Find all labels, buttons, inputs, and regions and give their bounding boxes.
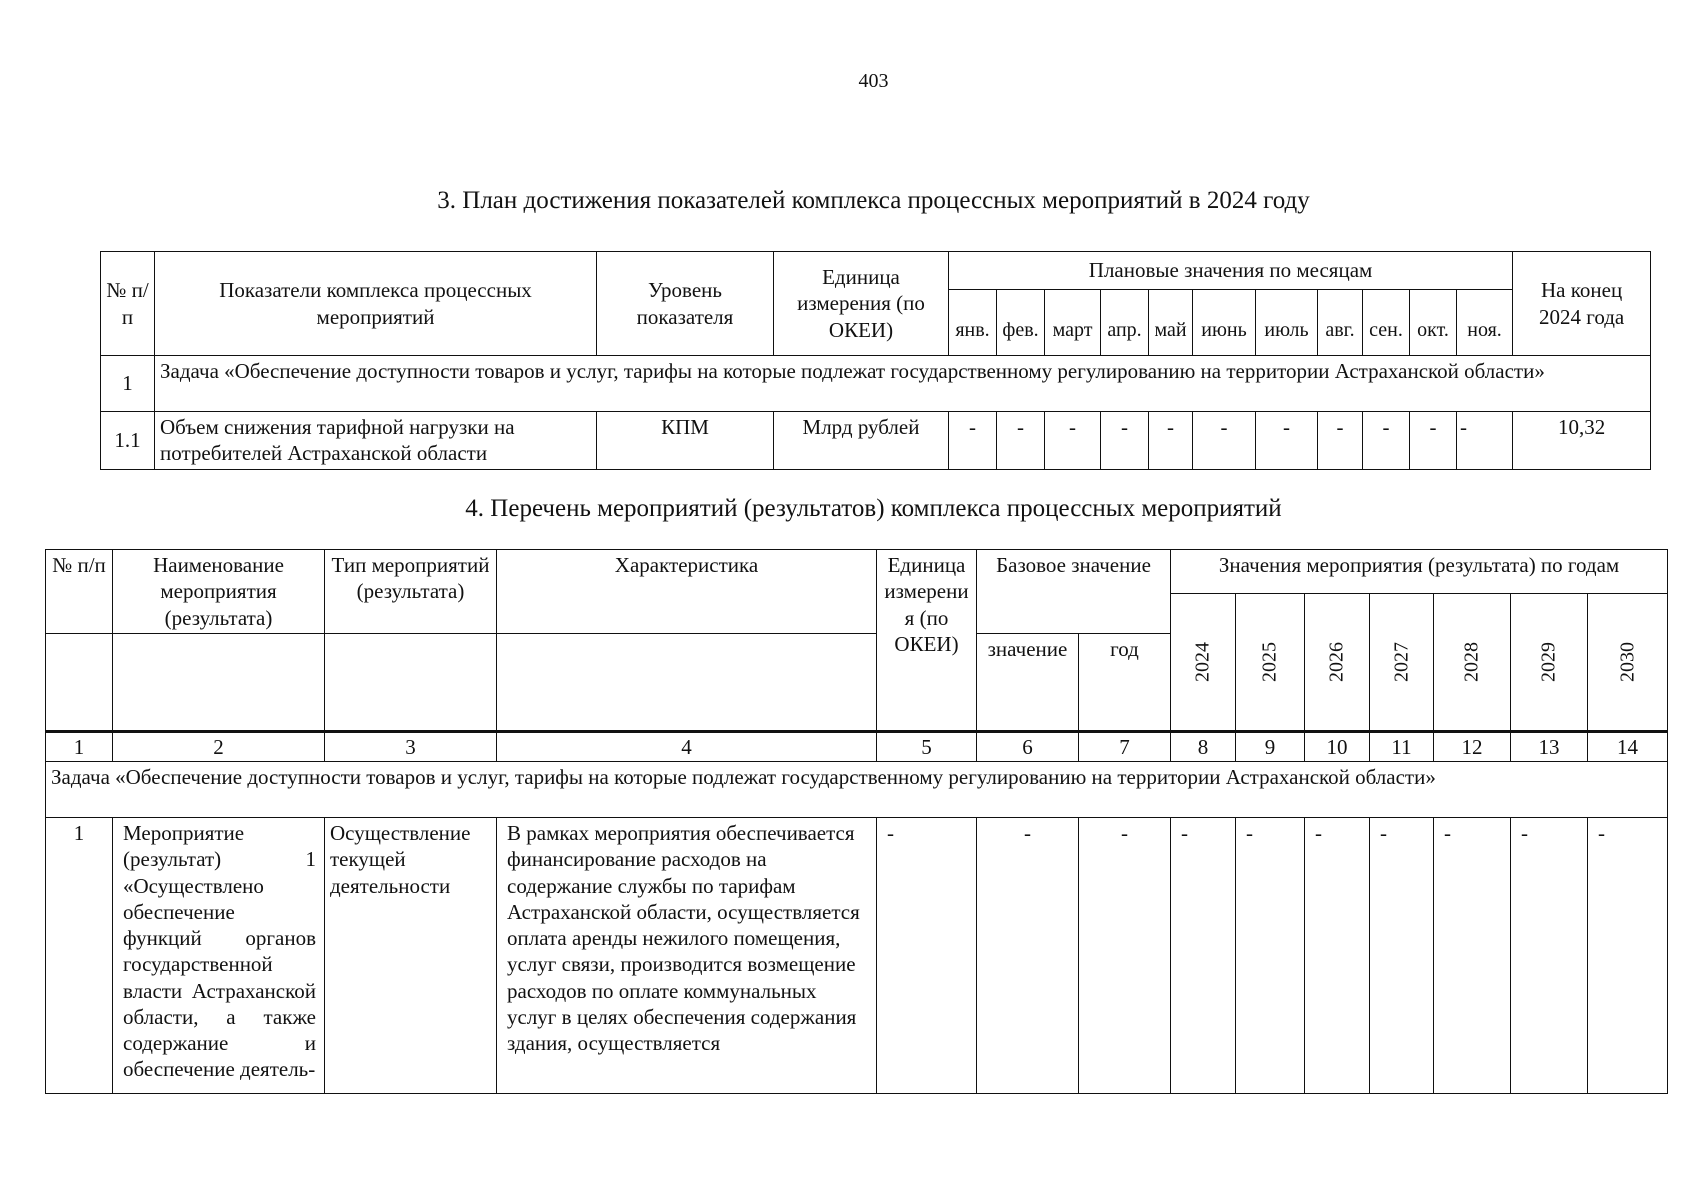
header-month-mar: март [1045,290,1101,356]
section-4-title: 4. Перечень мероприятий (результатов) комплекса процессных мероприятий [465,495,1282,522]
indicator-unit: Млрд рублей [774,412,949,470]
indicator-num: 1.1 [101,412,155,470]
column-number: 4 [497,731,877,761]
measure-unit-value: - [877,818,977,1094]
indicator-month-value: - [1318,412,1363,470]
column-number: 7 [1079,731,1171,761]
measures-table [45,549,1668,1094]
indicator-level: КПМ [597,412,774,470]
header-type-cont [325,633,497,731]
column-number: 9 [1236,731,1305,761]
indicators-plan-table [100,251,1651,470]
column-number: 1 [46,731,113,761]
measure-base-year: - [1079,818,1171,1094]
column-number: 11 [1370,731,1434,761]
measure-year-value: - [1588,818,1668,1094]
header-measure-name: Наименование мероприятия (результата) [113,550,325,634]
indicator-month-value: - [1045,412,1101,470]
measure-name: Мероприятие (результат) 1 «Осуществлено обеспечение функций органов государственной власти Астраханской области, а также содержание и обеспечение деятель- [113,818,325,1094]
header-num: № п/п [101,252,155,356]
measure-year-value: - [1171,818,1236,1094]
indicator-month-value: - [997,412,1045,470]
indicator-month-value: - [1410,412,1457,470]
measure-year-value: - [1434,818,1511,1094]
header-year-2024: 2024 [1171,594,1236,732]
header-year-2030: 2030 [1588,594,1668,732]
header-unit: Единица измерения (по ОКЕИ) [774,252,949,356]
column-number: 13 [1511,731,1588,761]
header-characteristic-cont [497,633,877,731]
measure-year-value: - [1305,818,1370,1094]
header-num-cont [46,633,113,731]
header-name-cont [113,633,325,731]
header-base-year: год [1079,633,1171,731]
header-month-jan: янв. [949,290,997,356]
indicator-month-value: - [1101,412,1149,470]
indicator-month-value: - [949,412,997,470]
header-num: № п/п [46,550,113,634]
indicator-month-value: - [1149,412,1193,470]
indicator-end-value: 10,32 [1513,412,1651,470]
header-year-2025: 2025 [1236,594,1305,732]
header-measure-type: Тип мероприятий (результата) [325,550,497,634]
header-month-sep: сен. [1363,290,1410,356]
header-unit: Единица измерения (по ОКЕИ) [877,550,977,732]
indicator-month-value: - [1193,412,1256,470]
column-number: 3 [325,731,497,761]
column-number: 2 [113,731,325,761]
header-characteristic: Характеристика [497,550,877,634]
header-month-apr: апр. [1101,290,1149,356]
column-number: 8 [1171,731,1236,761]
measure-num: 1 [46,818,113,1094]
task-num: 1 [101,356,155,412]
measure-base-value: - [977,818,1079,1094]
measure-year-value: - [1236,818,1305,1094]
indicator-month-value: - [1363,412,1410,470]
column-number: 10 [1305,731,1370,761]
header-month-aug: авг. [1318,290,1363,356]
measure-characteristic: В рамках мероприятия обеспечивается финансирование расходов на содержание службы по тарифам Астраханской области, осуществляется оплата аренды нежилого помещения, услуг связи, производится возмещение расходов по оплате коммунальных услуг в целях обеспечения содержания здания, осуществляется [497,818,877,1094]
measure-type: Осуществление текущей деятельности [325,818,497,1094]
header-end-of-year: На конец 2024 года [1513,252,1651,356]
indicator-name: Объем снижения тарифной нагрузки на потребителей Астраханской области [155,412,597,470]
column-number: 14 [1588,731,1668,761]
task-text: Задача «Обеспечение доступности товаров и услуг, тарифы на которые подлежат государственному регулированию на территории Астраханской области» [46,762,1668,818]
header-plan-group: Плановые значения по месяцам [949,252,1513,290]
header-month-oct: окт. [1410,290,1457,356]
header-base-group: Базовое значение [977,550,1171,634]
measure-year-value: - [1370,818,1434,1094]
indicator-month-value: - [1256,412,1318,470]
header-month-jun: июнь [1193,290,1256,356]
column-number: 6 [977,731,1079,761]
header-year-2028: 2028 [1434,594,1511,732]
header-year-2029: 2029 [1511,594,1588,732]
column-number: 5 [877,731,977,761]
header-level: Уровень показателя [597,252,774,356]
header-year-2027: 2027 [1370,594,1434,732]
header-base-value: значение [977,633,1079,731]
header-indicator: Показатели комплекса процессных мероприятий [155,252,597,356]
column-number: 12 [1434,731,1511,761]
indicator-month-value: - [1457,412,1513,470]
header-year-2026: 2026 [1305,594,1370,732]
header-years-group: Значения мероприятия (результата) по годам [1171,550,1668,594]
header-month-may: май [1149,290,1193,356]
header-month-nov: ноя. [1457,290,1513,356]
header-month-jul: июль [1256,290,1318,356]
task-text: Задача «Обеспечение доступности товаров и услуг, тарифы на которые подлежат государственному регулированию на территории Астраханской области» [155,356,1651,412]
measure-year-value: - [1511,818,1588,1094]
section-3-title: 3. План достижения показателей комплекса процессных мероприятий в 2024 году [437,187,1310,214]
page-number: 403 [858,70,889,92]
header-month-feb: фев. [997,290,1045,356]
